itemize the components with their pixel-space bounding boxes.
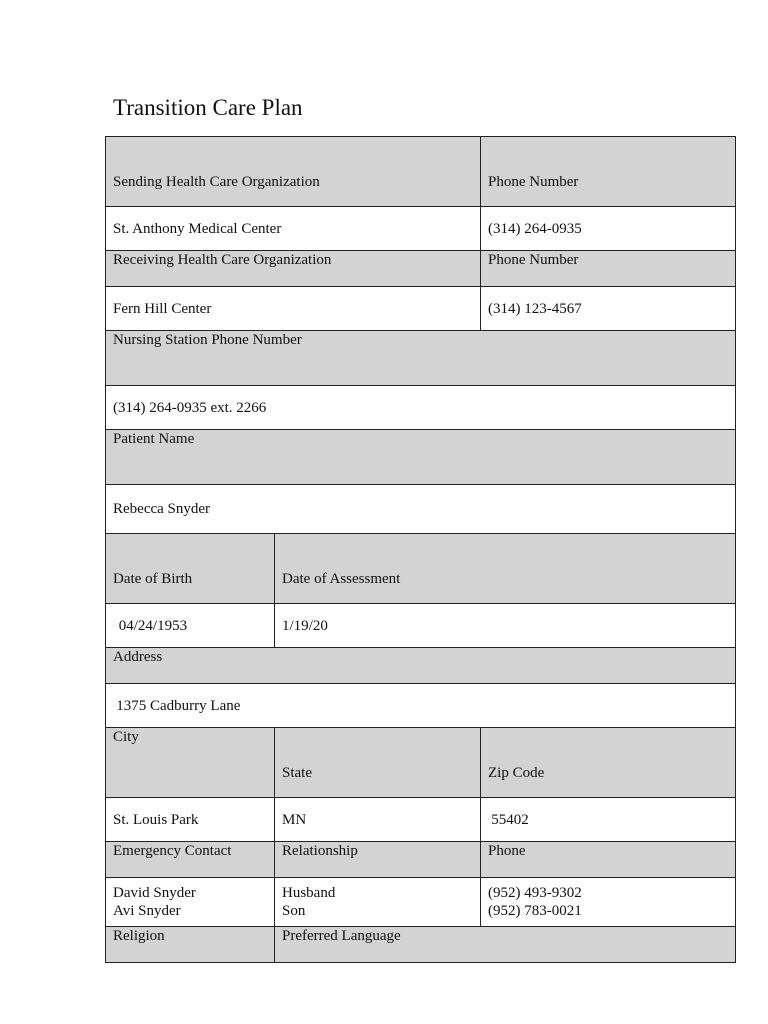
contact-name: Avi Snyder [113,903,181,919]
nursing-station-label: Nursing Station Phone Number [113,332,302,348]
state-label-cell [275,728,481,798]
patient-name-label: Patient Name [113,431,195,447]
contact-name: David Snyder [113,885,196,901]
emergency-phone-label: Phone [488,843,526,859]
state-value: MN [282,811,307,828]
city-value: St. Louis Park [113,811,199,828]
contact-phone: (952) 493-9302 [488,885,582,901]
language-label-cell [275,927,736,963]
city-label-cell [106,728,275,798]
city-field[interactable] [106,798,275,842]
emergency-contact-label-cell [106,842,275,878]
sending-phone-field[interactable] [481,207,736,251]
zip-value: 55402 [491,811,529,828]
religion-label: Religion [113,928,165,944]
receiving-org-value: Fern Hill Center [113,300,212,317]
relationship-label-cell [275,842,481,878]
nursing-station-value: (314) 264-0935 ext. 2266 [113,399,267,416]
address-value: 1375 Cadburry Lane [116,697,241,714]
emergency-phone-field[interactable] [481,878,736,927]
address-label: Address [113,649,163,665]
zip-label-cell [481,728,736,798]
nursing-station-label-cell [106,331,736,386]
dob-field[interactable] [106,604,275,648]
city-label: City [113,729,139,745]
receiving-org-label: Receiving Health Care Organization [113,252,332,268]
contact-relationship: Husband [282,885,336,901]
receiving-org-label-cell [106,251,481,287]
field-marker-icon: . . [113,622,117,628]
zip-label: Zip Code [488,765,545,781]
sending-org-field[interactable] [106,207,481,251]
assessment-field[interactable] [275,604,736,648]
receiving-phone-value: (314) 123-4567 [488,300,582,317]
dob-label-cell [106,534,275,604]
state-label: State [282,765,312,781]
sending-org-label-cell [106,137,481,207]
sending-org-label: Sending Health Care Organization [113,174,320,190]
zip-field[interactable] [481,798,736,842]
assessment-value: 1/19/20 [282,617,328,634]
relationship-field[interactable] [275,878,481,927]
patient-name-field[interactable] [106,485,736,534]
receiving-phone-label: Phone Number [488,252,579,268]
address-field[interactable] [106,684,736,728]
contact-phone: (952) 783-0021 [488,903,582,919]
state-field[interactable] [275,798,481,842]
receiving-phone-field[interactable] [481,287,736,331]
patient-name-label-cell [106,430,736,485]
address-label-cell [106,648,736,684]
field-marker-icon: . [113,702,115,708]
nursing-station-field[interactable] [106,386,736,430]
sending-phone-value: (314) 264-0935 [488,220,582,237]
emergency-phone-label-cell [481,842,736,878]
language-label: Preferred Language [282,928,401,944]
dob-label: Date of Birth [113,571,193,587]
patient-name-value: Rebecca Snyder [113,501,211,517]
transition-care-form [105,136,736,963]
receiving-org-field[interactable] [106,287,481,331]
sending-phone-label-cell [481,137,736,207]
emergency-contact-label: Emergency Contact [113,843,232,859]
page-title: Transition Care Plan [113,95,303,120]
sending-org-value: St. Anthony Medical Center [113,220,282,237]
assessment-label: Date of Assessment [282,571,401,587]
relationship-label: Relationship [282,843,358,859]
sending-phone-label: Phone Number [488,174,579,190]
emergency-contact-field[interactable] [106,878,275,927]
religion-label-cell [106,927,275,963]
assessment-label-cell [275,534,736,604]
dob-value: 04/24/1953 [118,617,188,634]
contact-relationship: Son [282,903,306,919]
receiving-phone-label-cell [481,251,736,287]
field-marker-icon: . [488,816,490,822]
